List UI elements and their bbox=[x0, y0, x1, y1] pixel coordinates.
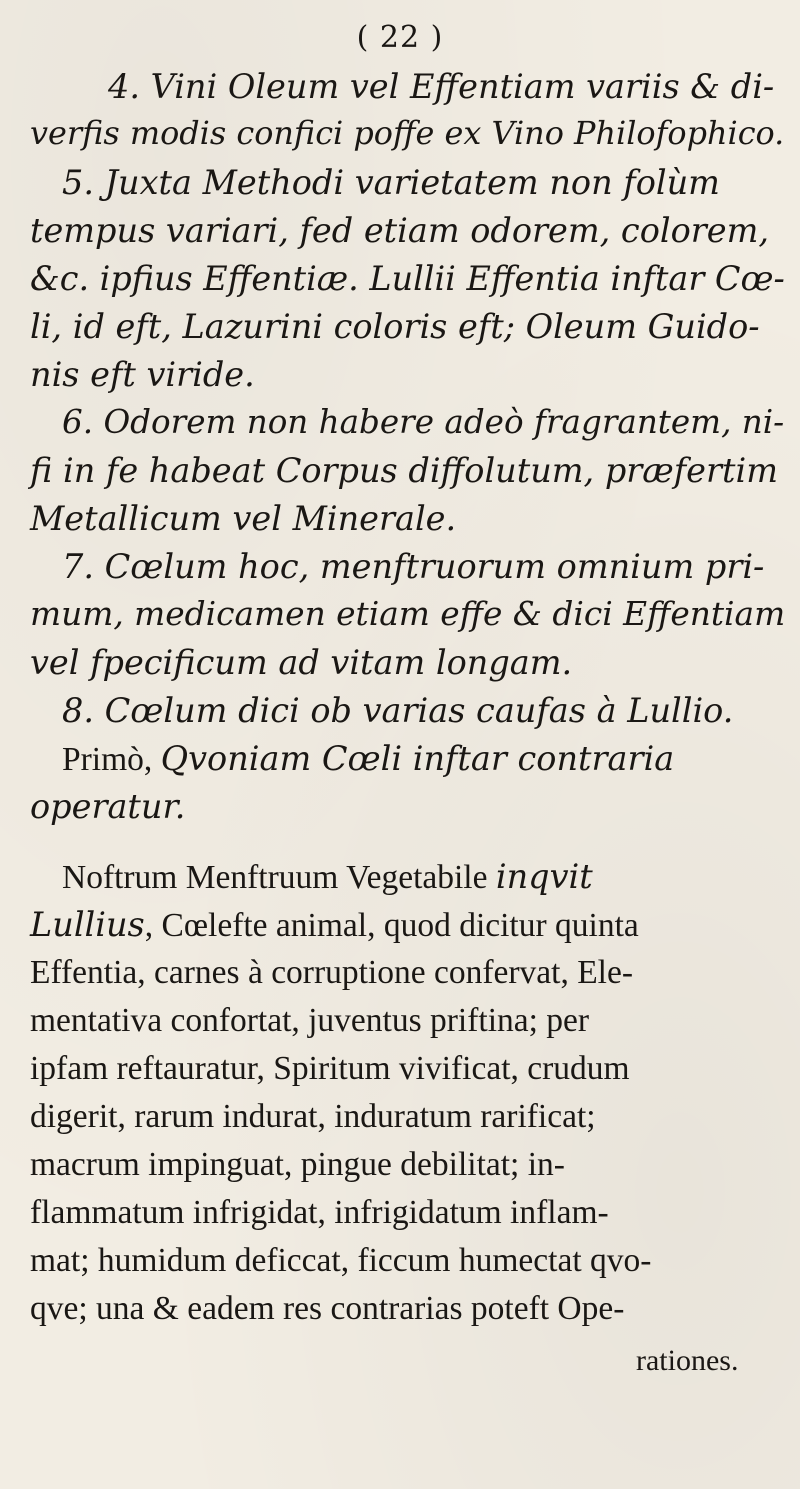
text-line-10: Metallicum vel Minerale. bbox=[30, 499, 457, 538]
text-line-9: fi in fe habeat Corpus diffolutum, præfertim bbox=[30, 451, 778, 490]
text-line-15-italic: Qvoniam Cœli inftar contraria bbox=[160, 739, 675, 778]
text-line-4: tempus variari, fed etiam odorem, colorem, bbox=[30, 211, 769, 250]
text-line-18-roman: , Cœlefte animal, quod dicitur quinta bbox=[144, 907, 639, 944]
text-line-13: vel fpecificum ad vitam longam. bbox=[30, 643, 573, 682]
text-line-17-roman: Noftrum Menftruum Vegetabile bbox=[62, 859, 496, 896]
text-line-18 bbox=[30, 905, 639, 944]
text-line-5: &c. ipfius Effentiæ. Lullii Effentia inftar Cœ- bbox=[30, 259, 785, 298]
text-line-19: Effentia, carnes à corruptione confervat, Ele- bbox=[30, 954, 633, 991]
text-line-20: mentativa confortat, juventus priftina; per bbox=[30, 1002, 590, 1039]
text-line-1: 4. Vini Oleum vel Effentiam variis & di- bbox=[108, 67, 775, 106]
text-line-22: digerit, rarum indurat, induratum rarificat; bbox=[30, 1098, 596, 1135]
text-line-17-italic: inqvit bbox=[495, 857, 593, 896]
text-line-21: ipfam reftauratur, Spiritum vivificat, crudum bbox=[30, 1050, 630, 1087]
text-line-11: 7. Cœlum hoc, menftruorum omnium pri- bbox=[62, 547, 765, 586]
text-line-7: nis eft viride. bbox=[30, 355, 255, 394]
text-line-26: qve; una & eadem res contrarias poteft Ope- bbox=[30, 1290, 625, 1327]
text-line-15 bbox=[62, 739, 675, 778]
text-line-6: li, id eft, Lazurini coloris eft; Oleum Guido- bbox=[30, 307, 760, 346]
text-line-3: 5. Juxta Methodi varietatem non folùm bbox=[62, 163, 720, 202]
text-line-24: flammatum infrigidat, infrigidatum inflam- bbox=[30, 1194, 609, 1231]
text-line-2: verfis modis confici poffe ex Vino Philofophico. bbox=[30, 114, 785, 152]
catchword: rationes. bbox=[636, 1344, 739, 1377]
text-line-12: mum, medicamen etiam effe & dici Effentiam bbox=[30, 595, 786, 633]
text-line-15-roman: Primò, bbox=[62, 741, 161, 778]
text-line-25: mat; humidum deficcat, ficcum humectat qvo- bbox=[30, 1242, 652, 1279]
page-number: ( 22 ) bbox=[356, 20, 444, 55]
text-line-18-italic: Lullius bbox=[30, 905, 145, 944]
text-line-16: operatur. bbox=[30, 787, 186, 826]
text-line-23: macrum impinguat, pingue debilitat; in- bbox=[30, 1146, 565, 1183]
text-line-8: 6. Odorem non habere adeò fragrantem, ni- bbox=[62, 403, 785, 441]
text-line-14: 8. Cœlum dici ob varias caufas à Lullio. bbox=[62, 691, 734, 730]
text-line-17 bbox=[62, 857, 593, 896]
